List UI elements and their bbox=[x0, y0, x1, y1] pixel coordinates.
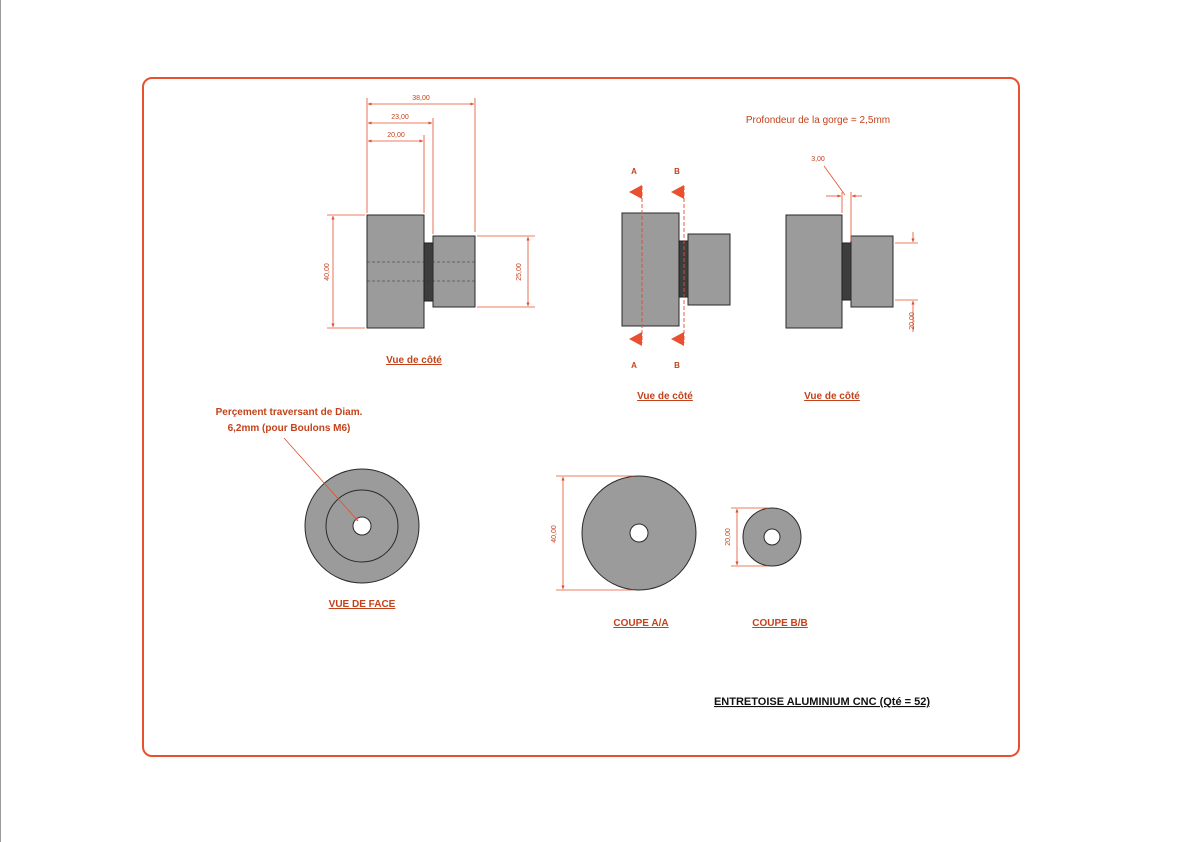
small-cylinder-side-3 bbox=[851, 236, 893, 307]
note-drill-line-1: Perçement traversant de Diam. bbox=[215, 407, 363, 418]
cut-arrow-a-top bbox=[629, 185, 642, 199]
groove-side-2 bbox=[679, 241, 688, 297]
section-bb bbox=[725, 508, 808, 629]
groove-side-3 bbox=[842, 243, 851, 300]
dim-text-20-section: 20,00 bbox=[725, 528, 732, 546]
side-view-3 bbox=[746, 115, 918, 402]
dim-text-40-section: 40,00 bbox=[551, 525, 558, 543]
large-cylinder-side-3 bbox=[786, 215, 842, 328]
caption-side-view-3: Vue de côté bbox=[804, 391, 860, 402]
small-cylinder-side bbox=[433, 236, 475, 307]
section-bb-hole bbox=[764, 529, 780, 545]
section-aa-hole bbox=[630, 524, 648, 542]
large-cylinder-side bbox=[367, 215, 424, 328]
section-mark-a-bottom: A bbox=[631, 361, 637, 370]
caption-face-view: VUE DE FACE bbox=[328, 599, 396, 610]
section-mark-b-bottom: B bbox=[674, 361, 680, 370]
dim-text-groove-width: 3,00 bbox=[811, 156, 825, 163]
note-drill-line-2: 6,2mm (pour Boulons M6) bbox=[227, 423, 351, 434]
dim-text-25: 25,00 bbox=[516, 263, 523, 281]
dim-text-38: 38,00 bbox=[412, 95, 430, 102]
section-mark-b-top: B bbox=[674, 167, 680, 176]
dim-text-20: 20,00 bbox=[387, 132, 405, 139]
section-mark-a-top: A bbox=[631, 167, 637, 176]
caption-section-aa: COUPE A/A bbox=[613, 618, 669, 629]
large-cylinder-side-2 bbox=[622, 213, 679, 326]
face-bore-hole bbox=[353, 517, 371, 535]
dim-text-23: 23,00 bbox=[391, 114, 409, 121]
caption-section-bb: COUPE B/B bbox=[752, 618, 808, 629]
side-view-2 bbox=[622, 167, 730, 402]
note-groove-depth: Profondeur de la gorge = 2,5mm bbox=[745, 115, 891, 126]
section-aa bbox=[551, 476, 696, 629]
cut-arrow-b-top bbox=[671, 185, 684, 199]
cut-arrow-a-bottom bbox=[629, 332, 642, 346]
caption-side-view-2: Vue de côté bbox=[637, 391, 693, 402]
small-cylinder-side-2 bbox=[688, 234, 730, 305]
leader-groove-width bbox=[824, 166, 845, 195]
drawing-title: ENTRETOISE ALUMINIUM CNC (Qté = 52) bbox=[713, 696, 931, 708]
face-view bbox=[216, 407, 419, 610]
caption-side-view-1: Vue de côté bbox=[386, 355, 442, 366]
dim-text-40-side: 40,00 bbox=[324, 263, 331, 281]
cut-arrow-b-bottom bbox=[671, 332, 684, 346]
dim-text-20-side: 20,00 bbox=[909, 312, 916, 330]
side-view-1 bbox=[324, 95, 535, 366]
groove-side bbox=[424, 243, 433, 301]
